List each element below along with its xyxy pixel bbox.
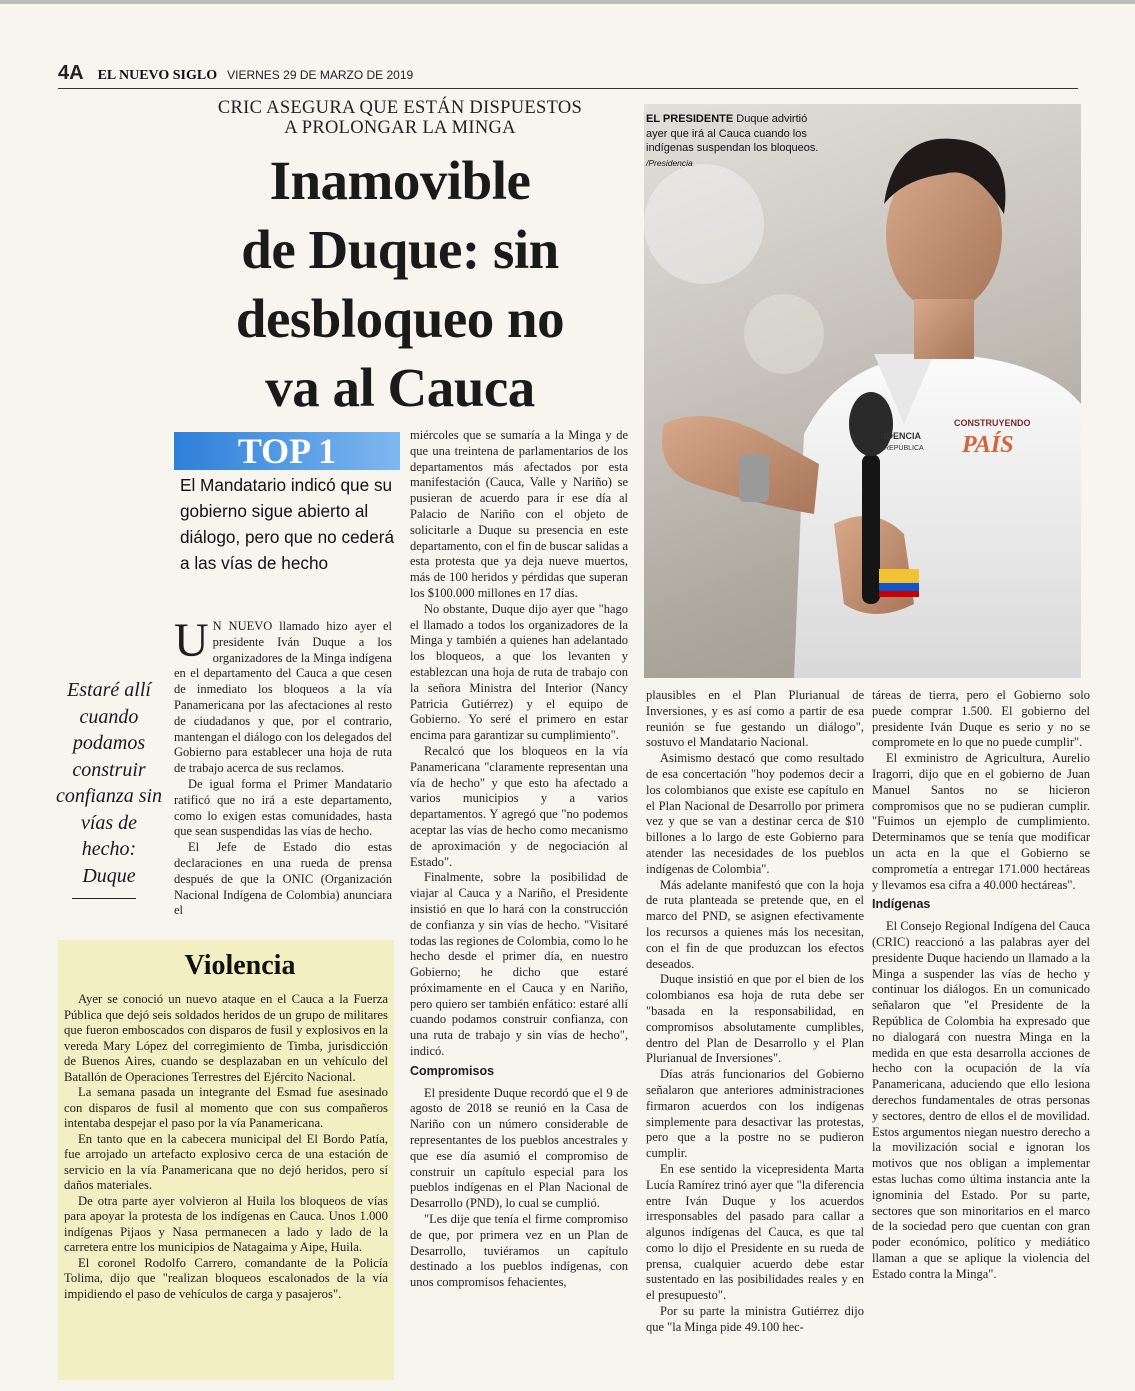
article-paragraph: Más adelante manifestó que con la hoja de ruta planteada se pretende que, en el marco del PND, se asignen efectivamente los recursos a quienes más los necesitan, con el fin de que produzcan los efectos deseados. — [646, 877, 864, 971]
top1-banner — [174, 432, 400, 470]
article-paragraph: "Les dije que tenía el firme compromiso de que, por primera vez en un Plan de Desarrollo, tuviéramos un capítulo destinado a los pueblos indígenas, con unos compromisos fehacientes, — [410, 1212, 628, 1290]
microphone-icon — [862, 454, 880, 604]
drop-cap: U — [174, 614, 209, 667]
article-paragraph: Recalcó que los bloqueos en la vía Panamericana "claramente representan una vía de hecho" y que esto ha afectado a varios municipios y a varios departamentos. Y agregó que "no podemos aceptar las vías de hecho como mecanismo de aproximación y de negociación al Estado". — [410, 743, 628, 869]
article-paragraph: Por su parte la ministra Gutiérrez dijo que "la Minga pide 49.100 hec- — [646, 1304, 864, 1334]
neck-shape — [914, 299, 974, 359]
headline-line-4: va al Cauca — [265, 357, 535, 418]
article-paragraph: De igual forma el Primer Mandatario ratificó que no irá a este departamento, como lo exigen estas comunidades, hasta que sean suspendidas las vías de hecho. — [174, 776, 392, 839]
page-header — [58, 62, 413, 84]
article-paragraph: El Jefe de Estado dio estas declaraciones en una rueda de prensa después de que la ONIC (Organización Nacional Indígena de Colombia) anunciara el — [174, 840, 392, 918]
article-paragraph: Finalmente, sobre la posibilidad de viajar al Cauca y a Nariño, el Presidente insistió en que lo hará con la construcción de confianza y sin vías de hecho. "Visitaré todas las regiones de Colombia, como lo he hecho desde el primer día, en nuestro Gobierno; he dicho que estaré próximamente en el Cauca y en Nariño, pero quiero ser también enfático: estaré allí cuando podamos construir confianza, con una ruta de trabajo y sin vías de hecho", indicó. — [410, 870, 629, 1059]
article-paragraph: miércoles que se sumaría a la Minga y de que una treintena de parlamentarios de los departamentos más afectados por esta manifestación (Cauca, Valle y Nariño) se pusieran de acuerdo para ir ese día al Palacio de Nariño con el objeto de solicitarle a Duque su presencia en este departamento, con el fin de buscar salidas a esta protesta que ya deja nueve muertos, más de 100 heridos y pérdidas que superan los $100.000 millones en 17 días. — [410, 428, 628, 600]
pull-quote: Estaré allí cuando podamos construir confianza sin vías de hecho: Duque — [55, 679, 163, 887]
article-paragraph: U N NUEVO llamado hizo ayer el presidente Iván Duque a los organizadores de la Minga indígena en el departamento del Cauca a que cesen de inmediato los bloqueos a la vía Panamericana por las afectaciones al resto de ciudadanos y que, por el contrario, mantengan el diálogo con los delegados del Gobierno para establecer una hoja de ruta de trabajo acerca de sus reclamos. — [174, 614, 392, 776]
violencia-paragraph: La semana pasada un integrante del Esmad fue asesinado con disparos de fusil al momento que con sus compañeros intentaba despejar el paso por la vía Panamericana. — [64, 1085, 388, 1130]
president-photo — [644, 104, 1081, 678]
article-paragraph: plausibles en el Plan Plurianual de Inversiones, y es así como a partir de esa reunión se fue gestando un diálogo", sostuvo el Mandatario Nacional. — [646, 688, 864, 750]
publication-name: EL NUEVO SIGLO — [97, 68, 218, 83]
headline — [170, 146, 630, 422]
pull-quote-rule — [72, 898, 136, 899]
article-paragraph: El Consejo Regional Indígena del Cauca (CRIC) reaccionó a las palabras ayer del presidente Duque haciendo un llamado a la Minga a suspender las vías de hecho y continuar los diálogos. En un comunicado señalaron que "el Presidente de la República de Colombia ha expresado que no dialogará con nuestra Minga en la medida en que esta desarrolla acciones de hecho con la ocupación de la vía Panamericana, aduciendo que ello lesiona derechos fundamentales de otras personas y sectores, dentro de ellos el de movilidad. Estos argumentos niegan nuestro derecho a la movilización social e ignoran los motivos que nos obligan a implementar estas luchas como última instancia ante la ignominia del Estado. Por su parte, sectores que son minoritarios en el marco de la sociedad pero que cuentan con gran poder económico, político y mediático llaman a que se aplique la violencia del Estado contra la Minga". — [872, 919, 1090, 1281]
violencia-paragraph: De otra parte ayer volvieron al Huila los bloqueos de vías para apoyar la protesta de los indígenas en Cauca. Unos 1.000 indígenas Pijaos y Nasa permanecen a lado y lado de la carretera entre los municipios de Natagaima y Aipe, Huila. — [64, 1193, 388, 1254]
shirt-shape — [794, 354, 1081, 678]
kicker-line-2: A PROLONGAR LA MINGA — [284, 118, 516, 138]
photo-caption — [646, 112, 822, 170]
article-column-2 — [410, 428, 628, 1291]
background-light-icon — [744, 294, 824, 374]
caption-text: Duque advirtió ayer que irá al Cauca cuando los indígenas suspendan los bloqueos. — [646, 113, 819, 154]
article-paragraph: Duque insistió en que por el bien de los colombianos esa hoja de ruta debe ser "basada en la responsabilidad, en compromisos absolutamente cumplibles, dentro del Plan de Desarrollo y el Plan Plurianual de Inversiones". — [646, 972, 864, 1066]
bracelet-icon — [879, 591, 919, 597]
wristwatch-icon — [739, 454, 769, 502]
violencia-text — [64, 992, 388, 1302]
header-rule — [58, 88, 1078, 89]
top-border — [0, 0, 1135, 4]
kicker — [170, 98, 630, 138]
article-paragraph: El presidente Duque recordó que el 9 de agosto de 2018 se reunió en la Casa de Nariño con un número considerable de representantes de los pueblos ancestrales y que ese día asumió el compromiso de construir un capítulo especial para los pueblos indígenas en el Plan Nacional de Desarrollo (PND), lo cual se cumplió. — [410, 1085, 628, 1211]
bracelet-icon — [879, 583, 919, 591]
photo-credit: /Presidencia — [646, 157, 693, 168]
article-paragraph: Asimismo destacó que como resultado de esa concertación "hoy podemos decir a los colombianos que existe ese capítulo en el Plan Nacional de Desarrollo por primera vez y que se van a destinar cerca de $10 billones a lo largo de este Gobierno para atender las necesidades de los pueblos indígenas de Colombia". — [646, 751, 864, 876]
violencia-paragraph: En tanto que en la cabecera municipal del El Bordo Patía, fue arrojado un artefacto explosivo cerca de una estación de servicio en la vía Panamericana que no dejó heridos, pero sí daños materiales. — [64, 1131, 388, 1192]
shirt-text: IDENCIA — [884, 431, 922, 441]
violencia-paragraph: Ayer se conoció un nuevo ataque en el Cauca a la Fuerza Pública que dejó seis soldados heridos de un grupo de militares que fueron emboscados con disparos de fusil y explosivos en la vereda Mary López del corregimiento de Timba, jurisdicción de Buenos Aires, cuando se desplazaban en un vehículo del Batallón de Operaciones Terrestres del Ejército Nacional. — [64, 992, 388, 1084]
bracelet-icon — [879, 569, 919, 583]
article-column-1 — [174, 614, 392, 919]
shirt-text: REPÚBLICA — [884, 445, 924, 452]
background-light-icon — [644, 164, 764, 284]
article-paragraph: Días atrás funcionarios del Gobierno señalaron que anteriores administraciones firmaron acuerdos con los indígenas simplemente para desactivar las protestas, pero que a la postre no se pudieron cumplir. — [646, 1067, 864, 1161]
violencia-title: Violencia — [184, 950, 296, 981]
article-paragraph: En ese sentido la vicepresidenta Marta Lucía Ramírez trinó ayer que "la diferencia entre Iván Duque y los acuerdos irresponsables del pasado para callar a algunos indígenas del Cauca, es que tal como lo dijo el Presidente en su rueda de prensa, cualquier acuerdo debe estar sustentado en las posibilidades reales y en el presupuesto". — [646, 1161, 864, 1303]
article-paragraph: El exministro de Agricultura, Aurelio Iragorri, dijo que en el gobierno de Juan Manuel Santos no se hicieron compromisos que no se pudieran cumplir. "Fuimos un ejemplo de cumplimiento. Determinamos que se tenía que modificar un acta en la que el Gobierno se comprometía a entregar 171.000 hectáreas y llevamos esa cifra a 40.000 hectáreas". — [872, 751, 1090, 892]
publication-date: VIERNES 29 DE MARZO DE 2019 — [227, 68, 414, 82]
article-paragraph: No obstante, Duque dijo ayer que "hago el llamado a todos los organizadores de la Minga y también a quienes han adelantado los bloqueos, a que los levanten y establezcan una hoja de ruta de trabajo con la señora Ministra del Interior (Nancy Patricia Gutiérrez) y el equipo de Gobierno. Yo seré el primero en estar encima para garantizar su cumplimiento". — [410, 601, 628, 743]
page-number: 4A — [58, 62, 84, 84]
article-paragraph: táreas de tierra, pero el Gobierno solo puede comprar 1.500. El gobierno del presidente Iván Duque es serio y no se compromete en lo que no puede cumplir". — [872, 688, 1090, 750]
violencia-paragraph: El coronel Rodolfo Carrero, comandante de la Policía Tolima, dijo que "realizan bloqueos escalonados de la vía impidiendo el paso de vehículos de carga y pasajeros". — [64, 1255, 388, 1301]
top1-summary: El Mandatario indicó que su gobierno sigue abierto al diálogo, pero que no cederá a las vías de hecho — [180, 475, 395, 573]
subhead-indigenas: Indígenas — [872, 897, 931, 912]
headline-line-3: desbloqueo no — [235, 288, 565, 349]
headline-line-2: de Duque: sin — [241, 219, 559, 280]
article-column-3 — [646, 688, 864, 1336]
article-column-4 — [872, 688, 1090, 1282]
kicker-line-1: CRIC ASEGURA QUE ESTÁN DISPUESTOS — [217, 98, 583, 118]
president-illustration — [644, 104, 1081, 678]
shirt-logo: PAÍS — [962, 432, 1014, 458]
caption-bold: EL PRESIDENTE — [646, 113, 734, 125]
shirt-logo-small: CONSTRUYENDO — [954, 418, 1031, 428]
subhead-compromisos: Compromisos — [410, 1063, 495, 1078]
top1-label: TOP 1 — [237, 431, 337, 471]
headline-line-1: Inamovible — [269, 150, 531, 211]
